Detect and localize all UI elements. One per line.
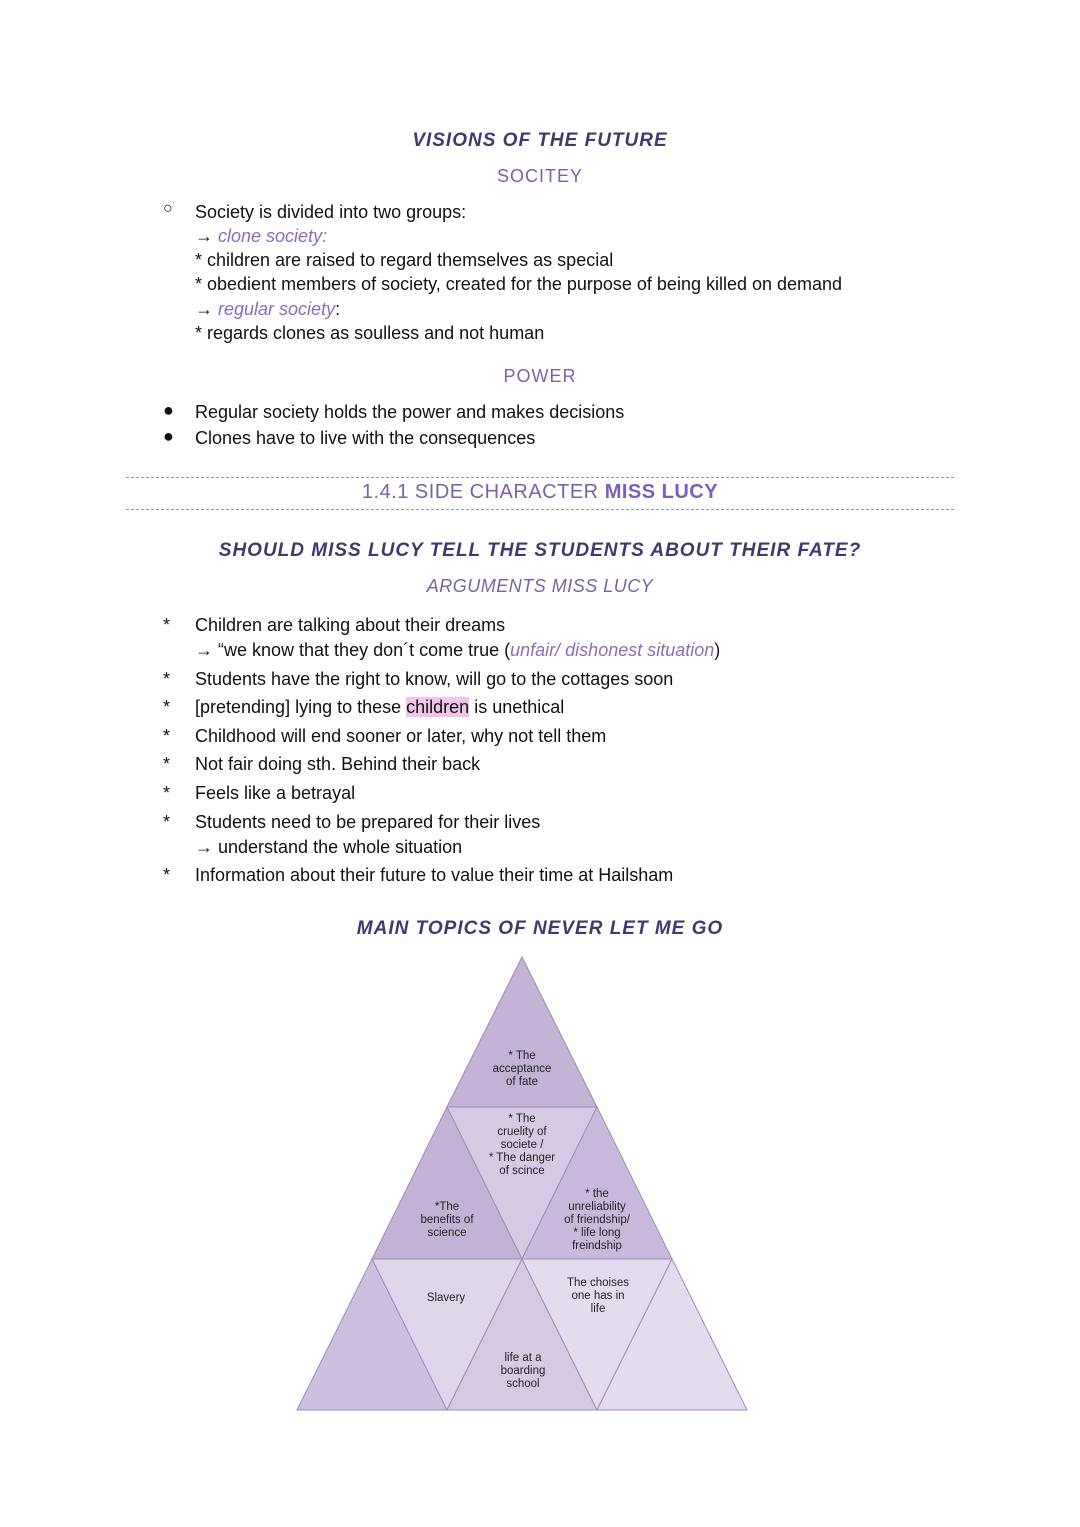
argument-1-close: ) bbox=[714, 640, 721, 660]
clone-point-2: * obedient members of society, created for the purpose of being killed on demand bbox=[195, 274, 843, 294]
argument-6: Feels like a betrayal bbox=[195, 783, 356, 803]
star-bullet-icon: * bbox=[163, 812, 171, 832]
argument-5: Not fair doing sth. Behind their back bbox=[195, 754, 481, 774]
topic-line: acceptance bbox=[492, 1063, 552, 1075]
topic-line: one has in bbox=[571, 1290, 625, 1302]
topic-choices bbox=[548, 1277, 648, 1316]
star-bullet-icon: * bbox=[163, 615, 171, 635]
argument-7-sub: → understand the whole situation bbox=[195, 837, 463, 857]
argument-1-quote: → “we know that they don´t come true ( bbox=[195, 640, 511, 660]
topic-line: boarding bbox=[500, 1365, 546, 1377]
star-bullet-icon: * bbox=[163, 754, 171, 774]
circle-bullet-icon: ○ bbox=[163, 200, 173, 217]
power-title: POWER bbox=[503, 366, 577, 386]
star-bullet-icon: * bbox=[163, 865, 171, 885]
clone-point-1: * children are raised to regard themselves as special bbox=[195, 250, 614, 270]
bullet-dot-icon: ● bbox=[163, 400, 174, 420]
topic-line: freindship bbox=[572, 1240, 622, 1252]
clone-society-label: clone society: bbox=[218, 226, 328, 246]
topic-line: of fate bbox=[506, 1076, 538, 1088]
topic-line: * The danger bbox=[488, 1152, 556, 1164]
topic-line: life bbox=[590, 1303, 606, 1315]
topic-friendship bbox=[547, 1188, 647, 1253]
star-bullet-icon: * bbox=[163, 726, 171, 746]
topic-line: *The bbox=[434, 1201, 460, 1213]
arrow-icon: → bbox=[195, 226, 213, 246]
topic-line: * life long bbox=[573, 1227, 621, 1239]
power-point-1: Regular society holds the power and makes decisions bbox=[195, 402, 625, 422]
star-bullet-icon: * bbox=[163, 697, 171, 717]
regular-society-label: regular society bbox=[218, 299, 336, 319]
topic-line: unreliability bbox=[568, 1201, 626, 1213]
argument-7: Students need to be prepared for their lives bbox=[195, 812, 541, 832]
topic-acceptance bbox=[472, 1050, 572, 1089]
bullet-dot-icon: ● bbox=[163, 426, 174, 446]
page-heading: VISIONS OF THE FUTURE bbox=[412, 130, 668, 151]
power-point-2: Clones have to live with the consequences bbox=[195, 428, 536, 448]
topic-line: cruelity of bbox=[497, 1126, 547, 1138]
topic-line: The choises bbox=[566, 1277, 629, 1289]
topic-line: Slavery bbox=[426, 1292, 466, 1304]
topics-heading: MAIN TOPICS OF NEVER LET ME GO bbox=[356, 918, 724, 939]
topic-line: school bbox=[506, 1378, 540, 1390]
society-title: SOCITEY bbox=[496, 166, 583, 186]
topic-slavery bbox=[396, 1292, 496, 1305]
topic-line: science bbox=[427, 1227, 467, 1239]
argument-1: Children are talking about their dreams bbox=[195, 615, 506, 635]
topic-line: * the bbox=[585, 1188, 609, 1200]
question-heading: SHOULD MISS LUCY TELL THE STUDENTS ABOUT THEIR FATE? bbox=[218, 540, 862, 561]
topic-line: * The bbox=[508, 1050, 536, 1062]
section-character: MISS LUCY bbox=[604, 481, 719, 503]
star-bullet-icon: * bbox=[163, 669, 171, 689]
topic-line: life at a bbox=[504, 1352, 542, 1364]
topic-cruelty bbox=[472, 1113, 572, 1178]
regular-society-line: → regular society: bbox=[195, 299, 341, 319]
argument-4: Childhood will end sooner or later, why not tell them bbox=[195, 726, 607, 746]
society-intro: Society is divided into two groups: bbox=[195, 202, 467, 222]
arguments-title: ARGUMENTS MISS LUCY bbox=[426, 576, 654, 596]
section-number: 1.4.1 SIDE CHARACTER bbox=[361, 481, 599, 503]
argument-3-start: [pretending] lying to these bbox=[195, 697, 407, 717]
highlighted-word: children bbox=[406, 697, 470, 717]
topic-line: * The bbox=[508, 1113, 536, 1125]
regular-point: * regards clones as soulless and not human bbox=[195, 323, 545, 343]
star-bullet-icon: * bbox=[163, 783, 171, 803]
argument-3-end: is unethical bbox=[469, 697, 565, 717]
topic-line: benefits of bbox=[420, 1214, 474, 1226]
arrow-icon: → bbox=[195, 299, 213, 319]
argument-8: Information about their future to value their time at Hailsham bbox=[195, 865, 674, 885]
topic-line: of scince bbox=[499, 1165, 545, 1177]
topic-benefits bbox=[397, 1201, 497, 1240]
topic-boarding-school bbox=[473, 1352, 573, 1391]
argument-1-note: unfair/ dishonest situation bbox=[510, 640, 715, 660]
topic-line: societe / bbox=[500, 1139, 544, 1151]
topic-line: of friendship/ bbox=[564, 1214, 630, 1226]
argument-2: Students have the right to know, will go to the cottages soon bbox=[195, 669, 674, 689]
